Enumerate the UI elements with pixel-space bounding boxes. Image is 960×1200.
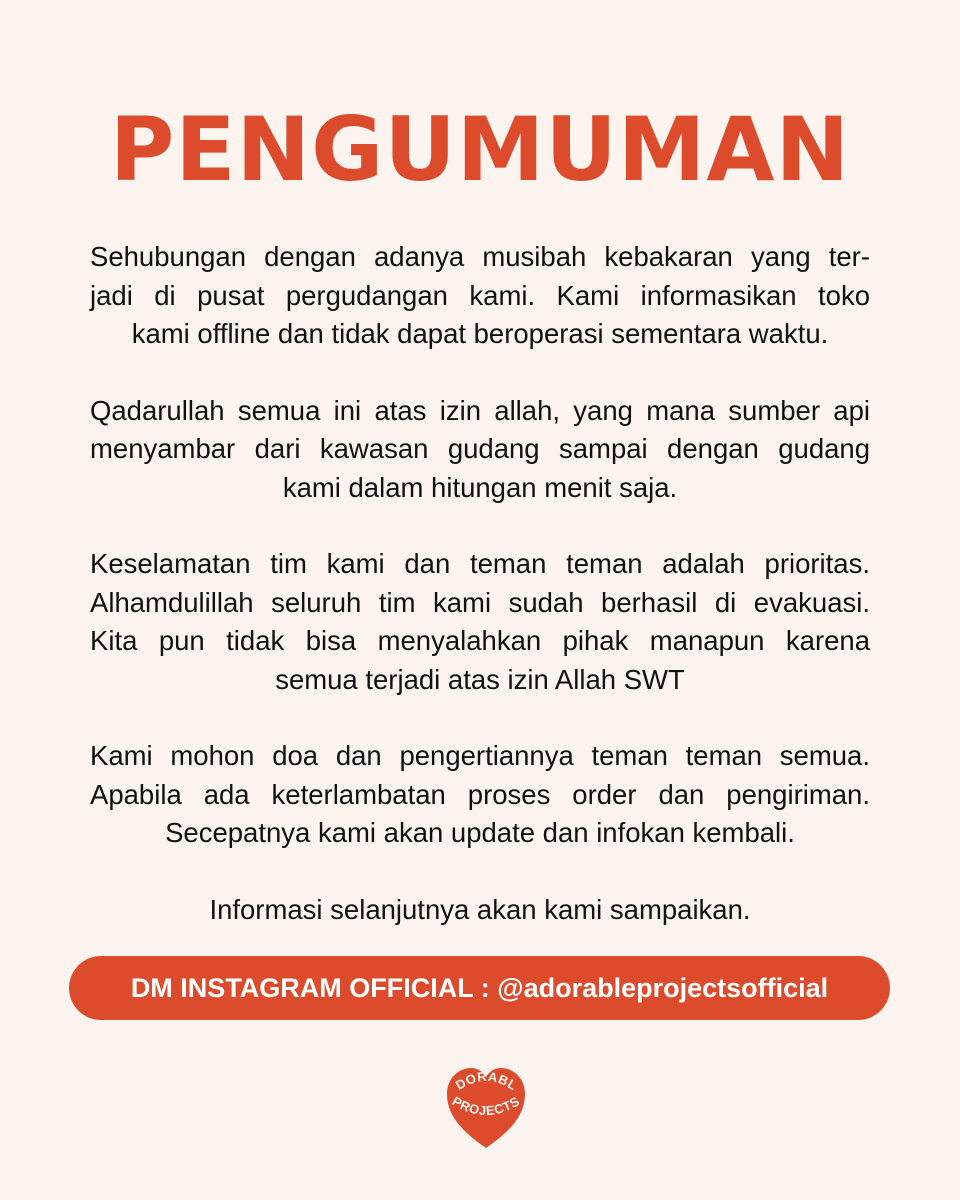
paragraph-line: Apabila ada keterlambatan proses order dan pengiriman. [90, 778, 870, 810]
paragraph-line: Keselamatan tim kami dan teman teman adalah prioritas. [90, 548, 870, 579]
instagram-dm-button[interactable] [69, 956, 890, 1020]
instagram-dm-label: DM INSTAGRAM OFFICIAL : @adorableprojectsofficial [130, 973, 829, 1003]
heart-logo-icon [443, 1062, 529, 1152]
paragraph-line: Secepatnya kami akan update dan infokan kembali. [165, 817, 795, 848]
paragraph-3 [90, 545, 870, 699]
paragraph-line: Sehubungan dengan adanya musibah kebakaran yang ter- [90, 241, 870, 272]
paragraph-line: Alhamdulillah seluruh tim kami sudah berhasil di evakuasi. [90, 586, 870, 618]
adorable-projects-logo [443, 1062, 529, 1152]
announcement-body [90, 238, 870, 967]
paragraph-line: jadi di pusat pergudangan kami. Kami informasikan toko [90, 279, 870, 311]
logo-text-top: DORABL [452, 1068, 520, 1094]
paragraph-line: Kami mohon doa dan pengertiannya teman teman semua. [90, 740, 870, 771]
paragraph-5 [90, 891, 870, 930]
paragraph-line: Informasi selanjutnya akan kami sampaikan. [209, 893, 751, 925]
paragraph-1 [90, 238, 870, 354]
logo-text-bottom: PROJECTS [449, 1093, 523, 1119]
paragraph-line: kami dalam hitungan menit saja. [282, 471, 678, 503]
paragraph-line: Qadarullah semua ini atas izin allah, yang mana sumber api [90, 394, 870, 426]
paragraph-line: menyambar dari kawasan gudang sampai dengan gudang [90, 433, 870, 464]
paragraph-line: Kita pun tidak bisa menyalahkan pihak manapun karena [90, 625, 870, 656]
paragraph-2 [90, 392, 870, 508]
paragraph-4 [90, 737, 870, 853]
page-title: PENGUMUMAN [109, 98, 851, 201]
paragraph-line: semua terjadi atas izin Allah SWT [275, 663, 685, 695]
paragraph-line: kami offline dan tidak dapat beroperasi sementara waktu. [131, 318, 829, 349]
